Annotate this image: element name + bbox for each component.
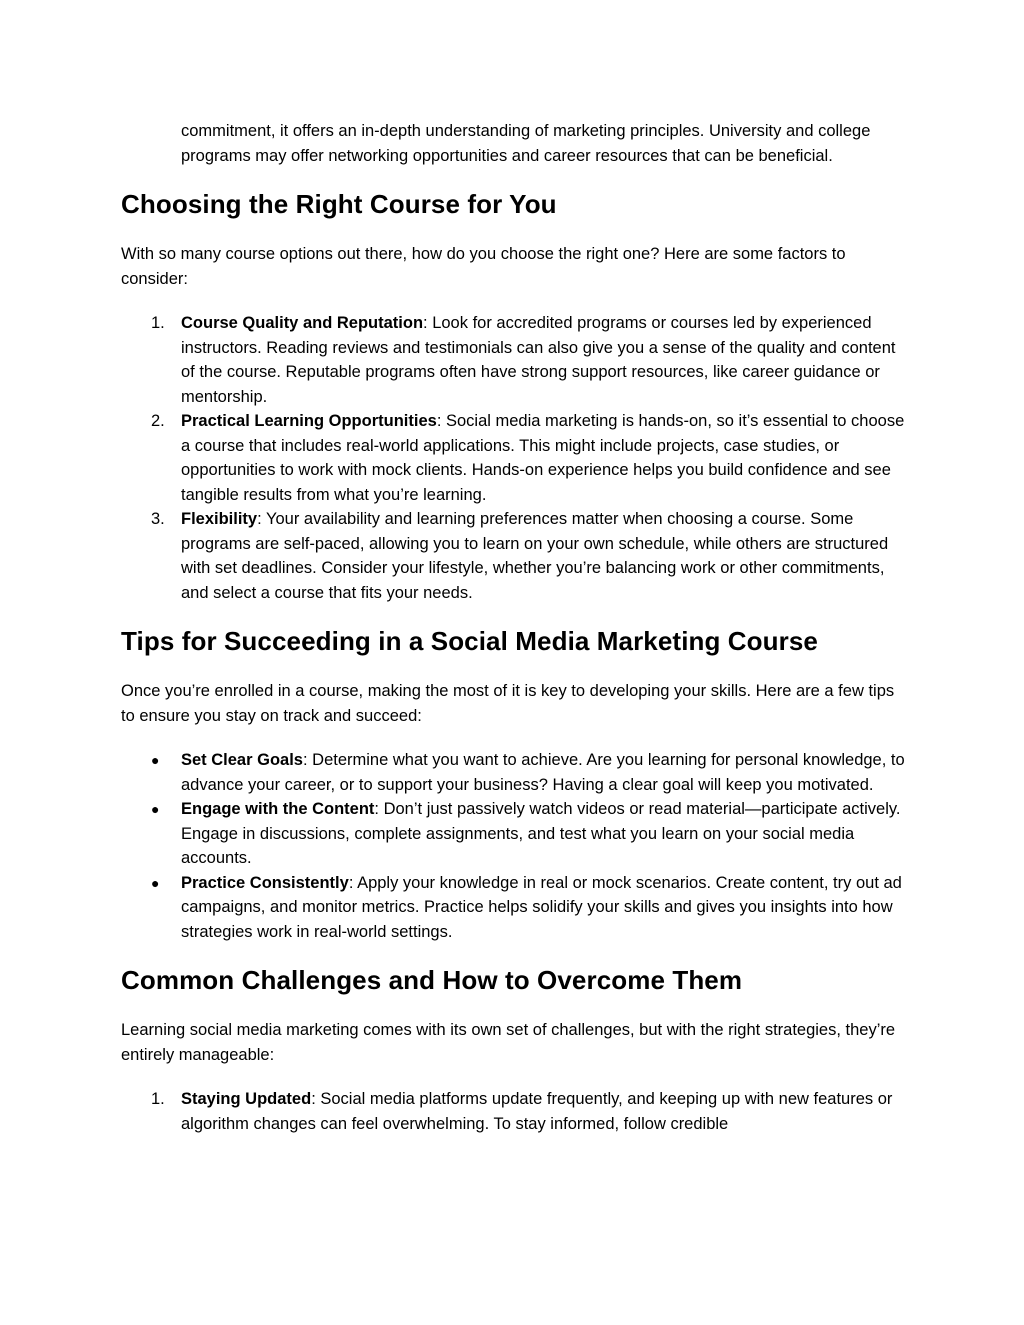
list-item [121,797,911,871]
bullet-icon: ● [151,874,160,891]
section-tips [121,625,911,944]
list-number: 1. [151,314,165,332]
list-item-term: Set Clear Goals [181,751,303,769]
section-intro: Once you’re enrolled in a course, making the most of it is key to developing your skills. Here are a few tips to ensure you stay on track and succeed: [121,682,895,725]
section-heading: Tips for Succeeding in a Social Media Marketing Course [121,626,818,656]
list-item [121,507,911,605]
list-item-term: Practical Learning Opportunities [181,412,437,430]
section-choosing-course [121,188,911,605]
list-item [121,409,911,507]
list-item-text: : Social media marketing is hands-on, so it’s essential to choose a course that includes real-world applications. This might include projects, case studies, or opportunities to work with mock clients. Hands-on experience helps you build confidence and see tangible results from what you’re learning. [181,412,905,504]
list-item [121,1087,911,1136]
list-number: 1. [151,1090,165,1108]
list-item-term: Flexibility [181,510,258,528]
section-heading: Choosing the Right Course for You [121,189,557,219]
numbered-list [121,311,911,605]
numbered-list [121,1087,911,1136]
list-number: 2. [151,412,165,430]
list-item-text: : Social media platforms update frequently, and keeping up with new features or algorithm changes can feel overwhelming. To stay informed, follow credible [181,1090,893,1133]
continued-paragraph: commitment, it offers an in-depth understanding of marketing principles. University and college programs may offer networking opportunities and career resources that can be beneficial. [181,122,871,165]
list-number: 3. [151,510,165,528]
list-item-term: Course Quality and Reputation [181,314,424,332]
list-item-term: Practice Consistently [181,873,349,892]
section-intro: With so many course options out there, how do you choose the right one? Here are some factors to consider: [121,245,846,288]
document-page [121,119,911,1136]
list-item [121,871,911,945]
list-item-text: : Don’t just passively watch videos or read material—participate actively. Engage in discussions, complete assignments, and test what you learn on your social media accounts. [181,800,901,867]
list-item-term: Engage with the Content [181,800,375,818]
list-item-text: : Determine what you want to achieve. Are you learning for personal knowledge, to advance your career, or to support your business? Having a clear goal will keep you motivated. [181,751,905,794]
list-item-text: : Your availability and learning preferences matter when choosing a course. Some programs are self-paced, allowing you to learn on your own schedule, while others are structured with set deadlines. Consider your lifestyle, whether you’re balancing work or other commitments, and select a course that fits your needs. [181,510,889,602]
bullet-icon: ● [151,752,160,768]
section-heading: Common Challenges and How to Overcome Them [121,965,743,995]
list-item-term: Staying Updated [181,1090,312,1108]
bulleted-list [121,748,911,944]
list-item [121,748,911,797]
section-challenges [121,964,911,1136]
bullet-icon: ● [151,801,160,817]
section-intro: Learning social media marketing comes with its own set of challenges, but with the right strategies, they’re entirely manageable: [121,1021,896,1064]
list-item-text: : Look for accredited programs or courses led by experienced instructors. Reading reviews and testimonials can also give you a sense of the quality and content of the course. Reputable programs often have strong support resources, like career guidance or mentorship. [181,314,896,406]
list-item-text: : Apply your knowledge in real or mock scenarios. Create content, try out ad campaigns, and monitor metrics. Practice helps solidify your skills and gives you insights into how strategies work in real-world settings. [181,873,902,941]
list-item [121,311,911,409]
